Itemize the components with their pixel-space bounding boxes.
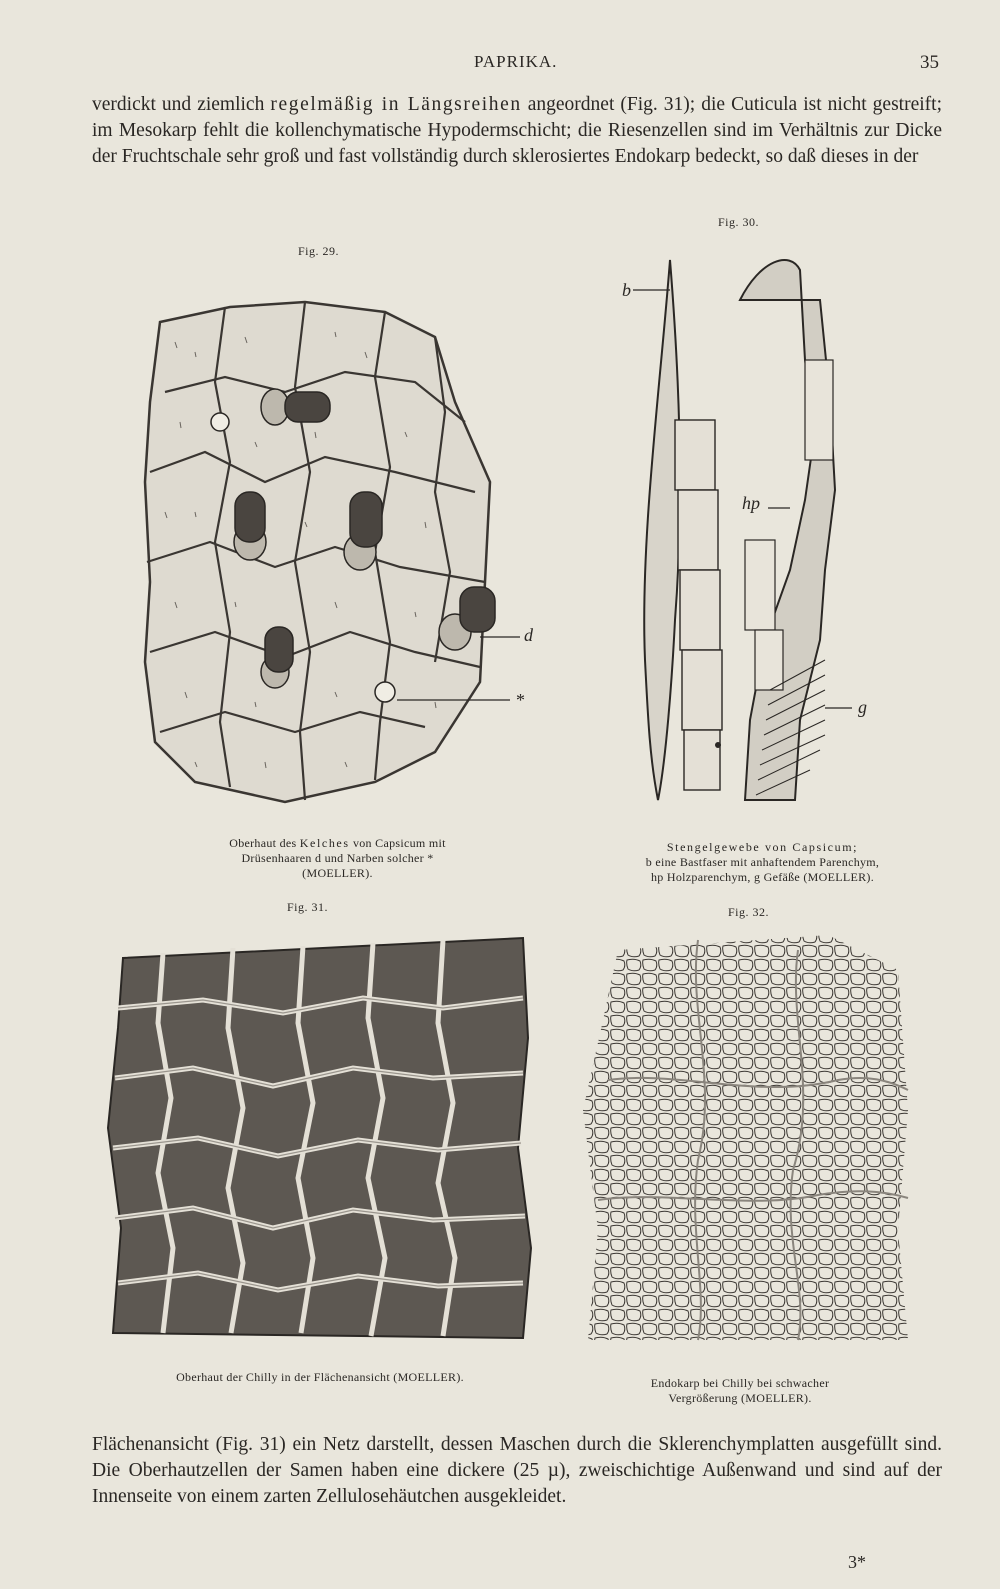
signature-mark: 3* (848, 1552, 866, 1572)
fig30-caption-line2: b eine Bastfaser mit anhaftendem Parenchym, (645, 855, 880, 869)
running-title: PAPRIKA. (474, 52, 558, 71)
paragraph-top-emphasis: regelmäßig in Längsreihen (270, 94, 522, 115)
fig31-label: Fig. 31. (287, 900, 329, 914)
fig29-caption-line1 (140, 836, 535, 851)
fig30-stem-tissue-drawing (630, 240, 880, 820)
fig32-endocarp-drawing (578, 930, 913, 1350)
fig30-label: Fig. 30. (718, 215, 760, 229)
fig32-illustration (578, 930, 913, 1350)
body-paragraph-top (92, 92, 942, 170)
fig30-annotation-b: b (622, 280, 631, 300)
page-number: 35 (920, 52, 939, 73)
fig30-illustration (630, 240, 880, 820)
fig31-caption: Oberhaut der Chilly in der Flächenansicht (MOELLER). (176, 1370, 464, 1384)
fig29-caption-line3: (MOELLER). (302, 866, 373, 880)
fig30-caption-line3: hp Holzparenchym, g Gefäße (MOELLER). (650, 870, 875, 884)
fig32-caption-line1: Endokarp bei Chilly bei schwacher (650, 1376, 830, 1390)
fig29-caption-emphasis: Kelches (299, 836, 350, 850)
fig30-caption (575, 840, 950, 885)
fig29-illustration (135, 282, 535, 822)
paragraph-top-segment-1: verdickt und ziemlich (92, 94, 271, 115)
fig29-epidermis-drawing (135, 282, 535, 822)
fig32-label: Fig. 32. (728, 905, 770, 919)
fig30-annotation-hp: hp (742, 493, 760, 513)
fig32-caption (580, 1376, 900, 1406)
paragraph-bottom-text: Flächenansicht (Fig. 31) ein Netz darstellt, dessen Maschen durch die Sklerenchymplatten ausgefüllt sind. Die Oberhautzellen der Samen haben eine dickere (25 µ), zweischichtige Außenwand und sind auf der Innenseite von einem zarten Zellulosehäutchen ausgekleidet. (92, 1434, 942, 1507)
fig29-annotation-d: d (524, 625, 533, 645)
fig29-caption-seg3: von Capsicum mit (349, 836, 446, 850)
fig29-caption (140, 836, 535, 881)
fig29-label: Fig. 29. (298, 244, 340, 258)
paragraph-top-segment-3: angeordnet (Fig. 31); die Cuticula ist nicht gestreift; im Mesokarp fehlt die kollenchymatische Hypodermschicht; die Riesenzellen sind im Verhältnis zur Dicke der Fruchtschale sehr groß und fast vollständig durch sklerosiertes Endokarp bedeckt, so daß dieses in der (92, 94, 942, 167)
fig31-chilly-epidermis-drawing (103, 928, 533, 1348)
fig29-caption-line2: Drüsenhaaren d und Narben solcher * (241, 851, 434, 865)
running-header (0, 50, 1000, 78)
fig31-illustration (103, 928, 533, 1348)
fig30-annotation-g: g (858, 697, 867, 717)
body-paragraph-bottom (92, 1432, 942, 1510)
fig29-annotation-star: * (516, 690, 525, 710)
fig29-caption-seg1: Oberhaut des (229, 836, 300, 850)
fig32-caption-line2: Vergrößerung (MOELLER). (668, 1391, 812, 1405)
fig30-caption-line1: Stengelgewebe von Capsicum; (666, 840, 859, 854)
paragraph-top-text (92, 92, 942, 170)
